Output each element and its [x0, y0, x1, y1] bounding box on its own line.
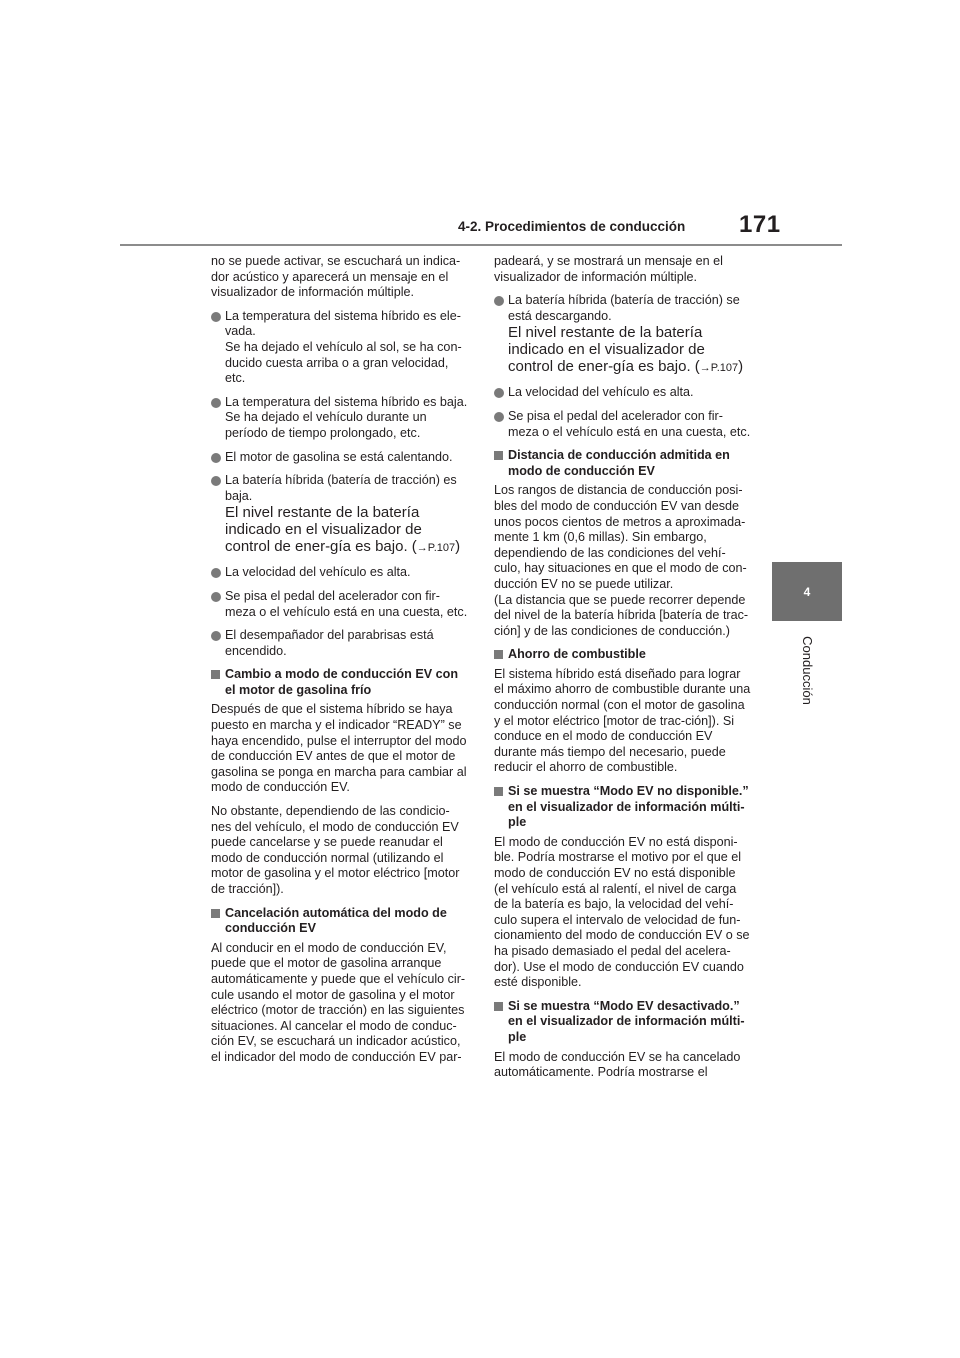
paragraph: (La distancia que se puede recorrer depende del nivel de la batería híbrida [batería de trac-ción] y de las condiciones de conducción.) — [494, 592, 749, 638]
section-heading: Distancia de conducción admitida en modo de conducción EV — [494, 448, 752, 479]
paragraph: No obstante, dependiendo de las condicio-nes del vehículo, el modo de conducción EV puede cancelarse y se puede reanudar el modo de conducción normal (utilizando el motor de gasolina y el motor eléctrico [motor de tracción]). — [211, 804, 460, 896]
chapter-tab[interactable] — [772, 562, 842, 621]
bullet-icon — [211, 453, 221, 463]
paragraph: no se puede activar, se escuchará un indica-dor acústico y aparecerá un mensaje en el visualizador de información múltiple. — [211, 254, 461, 300]
paragraph: Después de que el sistema híbrido se haya puesto en marcha y el indicador “READY” se haya encendido, pulse el interruptor del modo de conducción EV antes de que el motor de gasolina se ponga en marcha para cambiar al modo de conducción EV. — [211, 702, 467, 795]
list-item: El desempañador del parabrisas está encendido. — [211, 628, 469, 659]
section-heading: Si se muestra “Modo EV desactivado.” en el visualizador de información múlti-ple — [494, 999, 752, 1046]
bullet-icon — [494, 296, 504, 306]
list-item: La batería híbrida (batería de tracción) es baja. El nivel restante de la batería indicado en el visualizador de control de ener-gía es bajo. (→P.107) — [211, 473, 469, 557]
list-item: La batería híbrida (batería de tracción) se está descargando. El nivel restante de la batería indicado en el visualizador de control de ener-gía es bajo. (→P.107) — [494, 293, 752, 377]
list-item: La velocidad del vehículo es alta. — [211, 565, 469, 581]
section-title: 4-2. Procedimientos de conducción — [458, 219, 686, 234]
left-column — [211, 254, 469, 1074]
bullet-icon — [211, 631, 221, 641]
square-bullet-icon — [494, 1002, 503, 1011]
chapter-tab-number: 4 — [803, 584, 811, 599]
page-reference-link[interactable]: →P.107 — [416, 542, 456, 555]
square-bullet-icon — [494, 451, 503, 460]
bullet-icon — [211, 312, 221, 322]
chapter-tab-label: Conducción — [799, 635, 815, 705]
bullet-icon — [211, 476, 221, 486]
section-heading: Ahorro de combustible — [494, 647, 752, 663]
section-heading: Cambio a modo de conducción EV con el motor de gasolina frío — [211, 667, 469, 698]
section-heading: Si se muestra “Modo EV no disponible.” en el visualizador de información múlti-ple — [494, 784, 752, 831]
right-column — [494, 254, 752, 1089]
square-bullet-icon — [211, 670, 220, 679]
paragraph: padeará, y se mostrará un mensaje en el visualizador de información múltiple. — [494, 254, 723, 284]
list-item: Se pisa el pedal del acelerador con fir-meza o el vehículo está en una cuesta, etc. — [211, 589, 469, 620]
bullet-icon — [211, 592, 221, 602]
paragraph: El sistema híbrido está diseñado para lograr el máximo ahorro de combustible durante una conducción normal (con el motor de gasolina y el motor eléctrico [motor de trac-ción]). Si conduce en el modo de conducción EV durante más tiempo del necesario, puede reducir el ahorro de combustible. — [494, 666, 751, 775]
bullet-icon — [494, 412, 504, 422]
bullet-icon — [211, 398, 221, 408]
page-reference-link[interactable]: →P.107 — [699, 362, 739, 375]
list-item: Se pisa el pedal del acelerador con fir-meza o el vehículo está en una cuesta, etc. — [494, 409, 752, 440]
square-bullet-icon — [211, 909, 220, 918]
list-item: La temperatura del sistema híbrido es baja. Se ha dejado el vehículo durante un período de tiempo prolongado, etc. — [211, 395, 469, 442]
square-bullet-icon — [494, 650, 503, 659]
square-bullet-icon — [494, 787, 503, 796]
paragraph: El modo de conducción EV no está disponi-ble. Podría mostrarse el motivo por el que el modo de conducción EV no está disponible (el vehículo está al ralentí, el nivel de carga de la batería es bajo, la velocidad del vehí-culo supera el intervalo de velocidad de fun-cionamiento del modo de conducción EV o se ha pisado demasiado el pedal del acelera-dor). Use el modo de conducción EV cuando esté disponible. — [494, 834, 750, 990]
bullet-icon — [494, 388, 504, 398]
header-divider — [120, 244, 842, 246]
page-number: 171 — [739, 211, 781, 238]
section-heading: Cancelación automática del modo de conducción EV — [211, 906, 469, 937]
paragraph: El modo de conducción EV se ha cancelado automáticamente. Podría mostrarse el — [494, 1049, 741, 1080]
bullet-icon — [211, 568, 221, 578]
list-item: El motor de gasolina se está calentando. — [211, 450, 469, 466]
paragraph: Al conducir en el modo de conducción EV, puede que el motor de gasolina arranque automáticamente y puede que el vehículo cir-cule usando el motor de gasolina y el motor eléctrico (motor de tracción) en las siguientes situaciones. Al cancelar el modo de conduc-ción EV, se escuchará un indicador acústico, el indicador del modo de conducción EV par- — [211, 940, 466, 1064]
list-item: La velocidad del vehículo es alta. — [494, 385, 752, 401]
paragraph: Los rangos de distancia de conducción posi-bles del modo de conducción EV van desde unos pocos cientos de metros a aproximada-mente 1 km (0,6 millas). Sin embargo, dependiendo de las condiciones del vehí-culo, hay situaciones en que el modo de con-ducción EV no se puede utilizar. — [494, 483, 747, 591]
list-item: La temperatura del sistema híbrido es ele-vada. Se ha dejado el vehículo al sol, se ha con-ducido cuesta arriba o a gran velocidad, etc. — [211, 309, 469, 387]
